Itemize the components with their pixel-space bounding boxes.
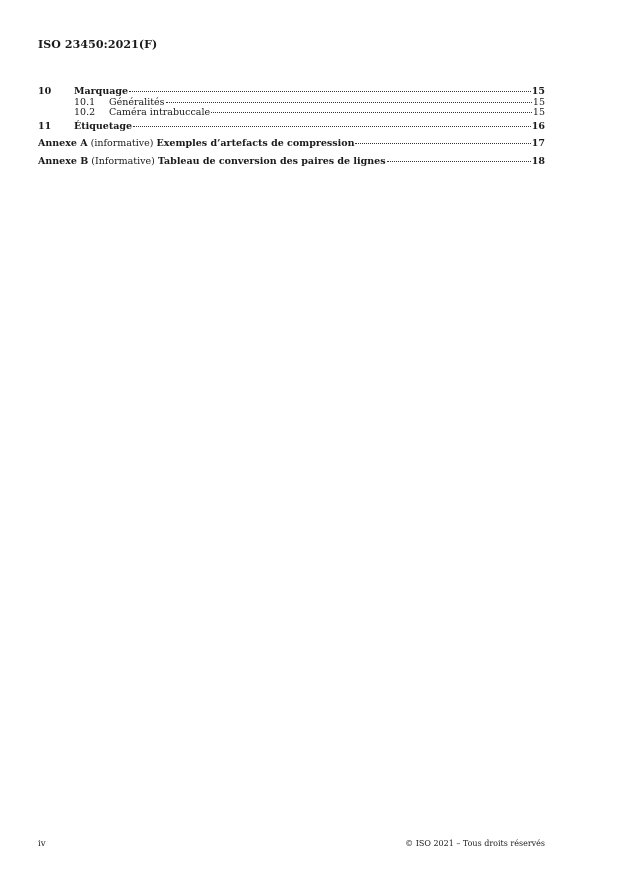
toc-annex-qualifier: (Informative) [91,155,155,167]
toc-entry-clause-10[interactable] [38,87,545,98]
toc-page-number: 15 [532,96,545,108]
toc-entry-clause-11[interactable] [38,122,545,133]
footer-page-number: iv [38,839,46,849]
toc-dot-leader [166,102,532,103]
toc-subclause-number: 10.2 [74,107,96,118]
toc-subclause-number: 10.1 [74,96,96,108]
toc-entry-annex-a[interactable] [38,139,545,150]
toc-clause-title: Étiquetage [74,120,133,132]
toc-annex-title: Tableau de conversion des paires de lignes [157,155,386,167]
toc-dot-leader [133,126,531,127]
toc-clause-title: Marquage [74,86,129,97]
toc-subclause-title: Généralités [109,96,165,108]
document-header: ISO 23450:2021(F) [38,38,158,51]
toc-dot-leader [211,112,532,113]
toc-dot-leader [129,91,531,92]
toc-clause-number: 10 [38,86,52,97]
toc-dot-leader [387,161,531,162]
toc-annex-label: Annexe A [38,138,88,149]
toc-clause-number: 11 [38,120,52,132]
footer-copyright: © ISO 2021 – Tous droits réservés [405,839,545,848]
toc-entry-clause-10-2[interactable] [38,108,545,119]
toc-subclause-title: Caméra intrabuccale [109,107,211,118]
toc-annex-qualifier: (informative) [90,138,154,149]
table-of-contents [38,87,545,167]
toc-page-number: 15 [532,107,545,118]
toc-entry-annex-b[interactable] [38,157,545,168]
toc-page-number: 16 [531,120,545,132]
toc-page-number: 18 [531,155,545,167]
toc-dot-leader [355,143,530,144]
toc-page-number: 15 [531,86,545,97]
toc-annex-label: Annexe B [38,155,89,167]
toc-annex-title: Exemples d’artefacts de compression [156,138,355,149]
toc-page-number: 17 [531,138,545,149]
